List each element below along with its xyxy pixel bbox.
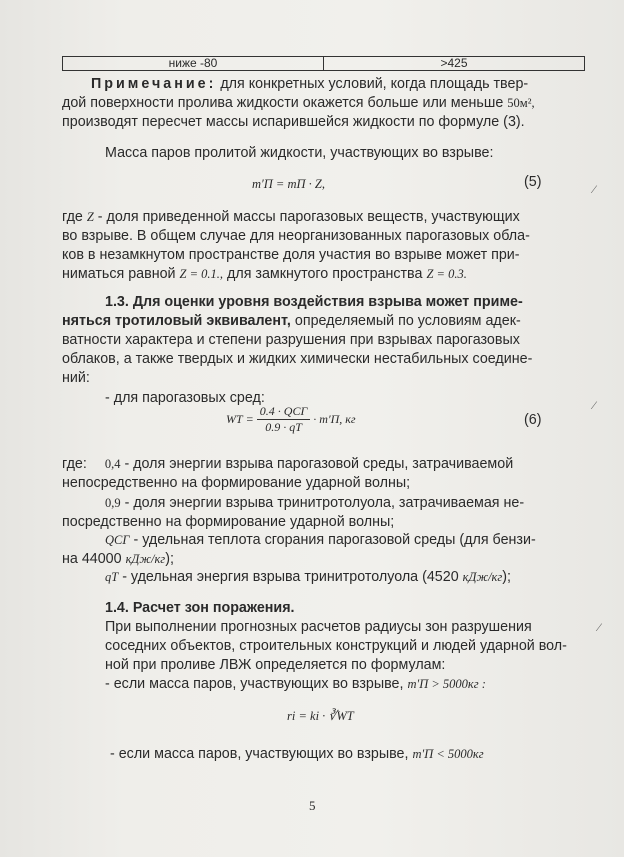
table-row [63,57,585,71]
math-condition: m′П > 5000кг : [407,677,486,691]
bold-text: няться тротиловый эквивалент, [62,313,291,329]
section-13-line-6: - для парогазовых сред: [105,390,265,406]
scan-mark: ⁄ [598,620,601,634]
note-text: дой поверхности пролива жидкости окажется больше или меньше [62,95,504,111]
section-13-heading: 1.3. Для оценки уровня воздействия взрыва может приме- [105,294,523,310]
note-line-2 [62,94,535,113]
mass-intro: Масса паров пролитой жидкости, участвующих во взрыве: [105,145,494,161]
scan-mark: ⁄ [593,398,596,412]
section-13-line-2 [62,312,521,331]
text: ); [165,551,174,567]
note-line-3: производят пересчет массы испарившейся жидкости по формуле (3). [62,114,525,130]
scan-mark: ⁄ [593,182,596,196]
text: - доля энергии взрыва парогазовой среды, затрачиваемой [124,456,514,472]
section-14-line-4 [105,675,486,694]
section-14-line-3: ной при проливе ЛВЖ определяется по формулам: [105,657,446,673]
where-z-line-2: во взрыве. В общем случае для неорганизованных парогазовых обла- [62,228,530,244]
math-qt: qТ [105,570,119,584]
note-label: Примечание: [91,76,217,92]
formula-6-denominator: 0.9 · qТ [265,420,302,434]
note-line-1 [91,75,528,94]
text: - удельная энергия взрыва тринитротолуола (4520 [122,569,459,585]
table-cell: ниже -80 [63,57,324,71]
section-13-line-5: ний: [62,370,90,386]
where-q-line-2 [62,550,174,569]
math-condition: m′П < 5000кг [412,747,484,761]
where-09-line-2: посредственно на формирование ударной волны; [62,514,395,530]
text: - доля энергии взрыва тринитротолуола, затрачиваемая не- [124,495,525,511]
section-13-line-3: ватности характера и степени разрушения при взрывах парогазовых [62,332,520,348]
text: ниматься равной [62,266,176,282]
formula-6-number: (6) [524,412,542,428]
math-04: 0,4 [104,457,121,471]
page-number: 5 [309,798,316,813]
formula-5-number: (5) [524,174,542,190]
math-qsg: QСГ [105,533,130,547]
where-z-line-4 [62,265,467,284]
section-14-line-5 [110,745,484,764]
text: ); [502,569,512,585]
section-14-line-2: соседних объектов, строительных конструкций и людей ударной вол- [105,638,567,654]
formula-6-fraction [257,404,311,435]
note-text: для конкретных условий, когда площадь твер- [220,76,529,92]
text: - доля приведенной массы парогазовых веществ, участвующих [97,209,520,225]
where-z-line-1 [62,208,520,227]
top-table [62,56,585,71]
where-04-line-2: непосредственно на формирование ударной волны; [62,475,411,491]
note-area: 50м², [507,96,535,110]
text: - удельная теплота сгорания парогазовой среды (для бензи- [133,532,536,548]
text: где [62,209,83,225]
section-14-line-1: При выполнении прогнозных расчетов радиусы зон разрушения [105,619,532,635]
radius-formula: ri = ki · ∛WТ [287,709,354,723]
where-z-line-3: ков в незамкнутом пространстве доля участия во взрыве может при- [62,247,520,263]
text: определяемый по условиям адек- [294,313,521,329]
table-cell: >425 [324,57,585,71]
unit: кДж/кг [462,570,503,584]
math-z-closed: Z = 0.3. [426,267,467,281]
text: - если масса паров, участвующих во взрыве, [110,746,409,762]
where-q-line-1 [105,531,536,550]
where-qt-line [105,568,511,587]
math-z: Z [86,210,94,224]
formula-6-rhs: · m′П, кг [313,412,356,426]
math-z-open: Z = 0.1., [179,267,224,281]
formula-5: m′П = mП · Z, [252,177,325,191]
section-13-line-4: облаков, а также твердых и жидких химически нестабильных соедине- [62,351,533,367]
formula-6-numerator: 0.4 · QСГ [257,404,311,420]
text: для замкнутого пространства [227,266,423,282]
where-04-line-1 [62,455,513,474]
formula-6 [226,404,356,435]
text: - если масса паров, участвующих во взрыве, [105,676,404,692]
text: где: [62,456,87,472]
math-09: 0,9 [105,496,121,510]
formula-6-lhs: WТ = [226,412,254,426]
where-09-line-1 [105,494,524,513]
text: на 44000 [62,551,122,567]
section-14-heading: 1.4. Расчет зон поражения. [105,600,295,616]
unit: кДж/кг [125,552,166,566]
